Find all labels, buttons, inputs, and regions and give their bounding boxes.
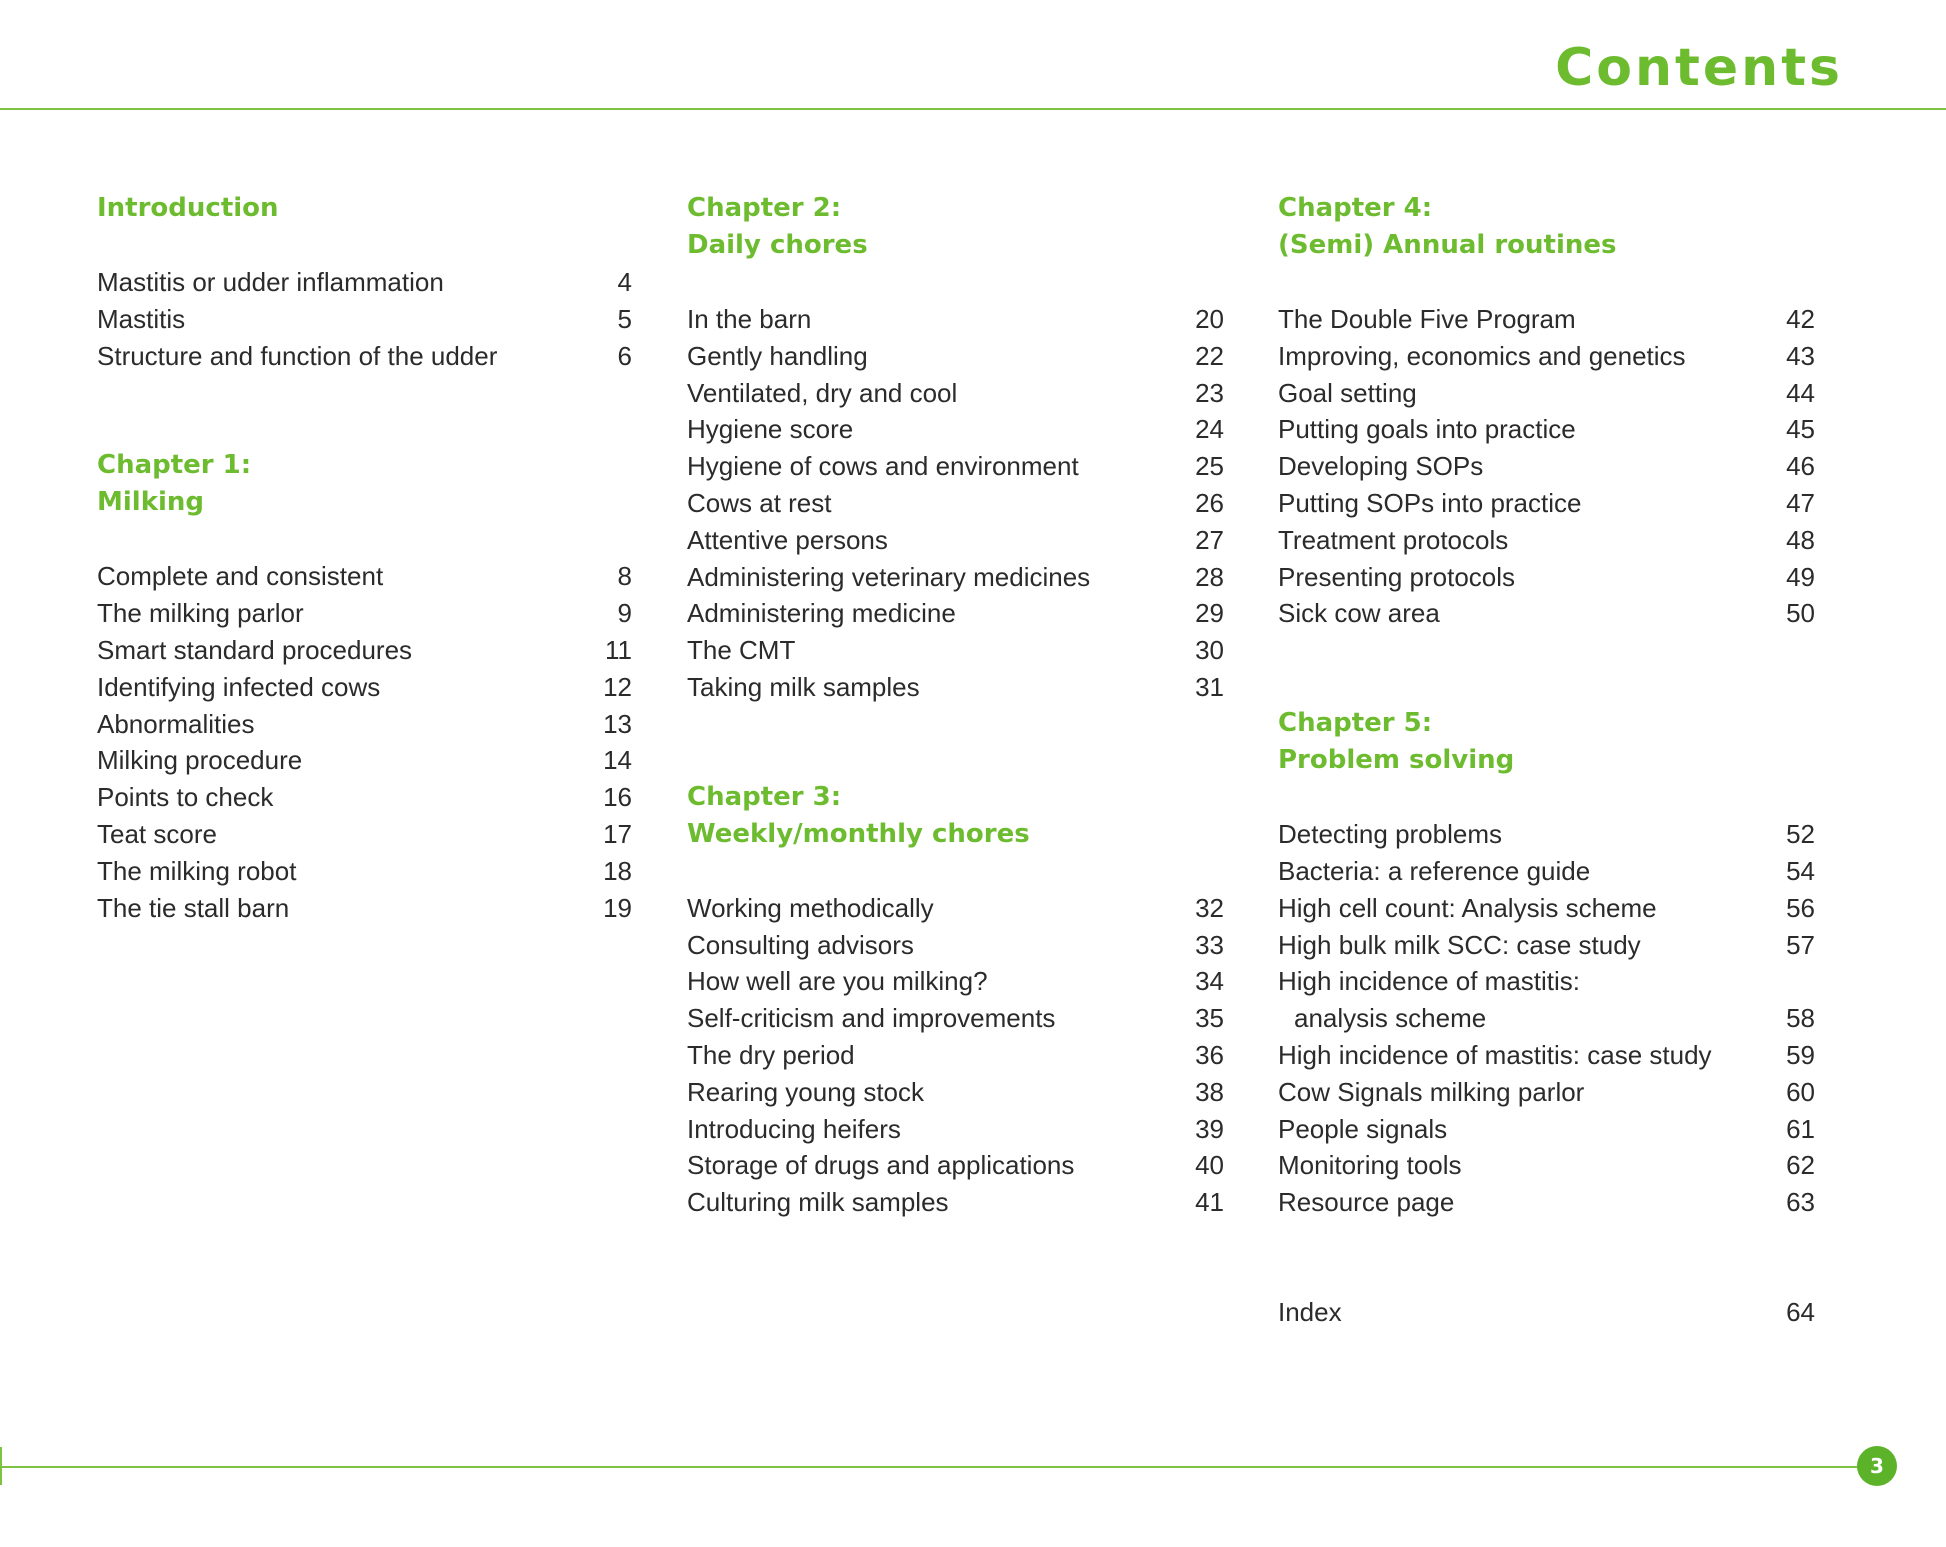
- section-heading-line: (Semi) Annual routines: [1278, 230, 1617, 260]
- toc-entry-label: Complete and consistent: [97, 561, 384, 592]
- contents-column-3: [1278, 190, 1815, 1331]
- toc-entry[interactable]: [1278, 1147, 1815, 1184]
- toc-entry-label: Putting SOPs into practice: [1278, 487, 1582, 518]
- toc-entry[interactable]: [1278, 448, 1815, 485]
- toc-entry-page: 16: [603, 782, 632, 813]
- toc-entry[interactable]: [1278, 559, 1815, 596]
- toc-entry-label: Sick cow area: [1278, 598, 1440, 629]
- toc-entry[interactable]: [687, 375, 1224, 412]
- toc-entry-page: 39: [1195, 1113, 1224, 1144]
- toc-entry-label: Abnormalities: [97, 708, 255, 739]
- toc-entry[interactable]: [1278, 522, 1815, 559]
- toc-entry-label: The milking parlor: [97, 598, 304, 629]
- toc-entry-page: 38: [1195, 1076, 1224, 1107]
- toc-entry-label: Presenting protocols: [1278, 561, 1516, 592]
- section-heading-line: Chapter 5:: [1278, 708, 1433, 739]
- toc-entry[interactable]: [1278, 485, 1815, 522]
- toc-entry[interactable]: [97, 706, 632, 743]
- toc-entry-page: 30: [1195, 635, 1224, 666]
- toc-entry[interactable]: [97, 632, 632, 669]
- toc-entry-page: 9: [617, 598, 632, 629]
- toc-entry-label: Mastitis or udder inflammation: [97, 267, 444, 297]
- toc-entry[interactable]: [687, 669, 1224, 706]
- toc-entry-label: In the barn: [687, 304, 812, 334]
- toc-entry-label: Index: [1278, 1296, 1342, 1327]
- section-heading-line: Problem solving: [1278, 745, 1515, 776]
- toc-entry-page: 47: [1786, 487, 1815, 518]
- toc-entry-label: Cows at rest: [687, 487, 832, 518]
- page-number-badge: 3: [1857, 1446, 1897, 1486]
- toc-entry[interactable]: [97, 779, 632, 816]
- toc-entry-label: Administering veterinary medicines: [687, 561, 1091, 592]
- toc-entry[interactable]: [687, 448, 1224, 485]
- section-heading: [97, 447, 632, 521]
- toc-entry[interactable]: [687, 890, 1224, 927]
- toc-entry[interactable]: [687, 1184, 1224, 1221]
- toc-entry-label: The milking robot: [97, 855, 297, 886]
- toc-entry[interactable]: [97, 301, 632, 338]
- toc-entry-label: Developing SOPs: [1278, 451, 1484, 482]
- toc-entry[interactable]: [1278, 1037, 1815, 1074]
- toc-entry-page: 6: [617, 340, 632, 371]
- toc-entry-page: 62: [1786, 1150, 1815, 1181]
- toc-entry[interactable]: [687, 301, 1224, 338]
- toc-entry[interactable]: [687, 338, 1224, 375]
- toc-entry-page: 63: [1786, 1187, 1815, 1218]
- toc-entry[interactable]: [687, 1000, 1224, 1037]
- toc-entry-label: The Double Five Program: [1278, 304, 1576, 334]
- toc-entry-page: 11: [605, 634, 632, 665]
- footer-rule: [0, 1466, 1866, 1468]
- section-heading-line: Weekly/monthly chores: [687, 818, 1030, 849]
- toc-entry-page: 5: [617, 303, 632, 334]
- toc-entry-page: [1775, 963, 1815, 1000]
- toc-entry-page: 25: [1195, 451, 1224, 482]
- toc-entry-label: Bacteria: a reference guide: [1278, 855, 1591, 886]
- toc-entry-page: 33: [1195, 929, 1224, 960]
- toc-entry-label: High cell count: Analysis scheme: [1278, 892, 1657, 923]
- section-heading-line: Chapter 3:: [687, 781, 842, 812]
- toc-entry[interactable]: [97, 338, 632, 375]
- toc-entry-label: Cow Signals milking parlor: [1278, 1076, 1585, 1107]
- toc-entry-page: 29: [1195, 598, 1224, 629]
- toc-entry-label: Consulting advisors: [687, 929, 914, 960]
- toc-entry-label: Identifying infected cows: [97, 671, 381, 702]
- toc-entry-page: 28: [1195, 561, 1224, 592]
- toc-entry[interactable]: [1278, 1111, 1815, 1148]
- toc-entry-list: [1278, 301, 1815, 632]
- toc-entry-page: 41: [1195, 1187, 1224, 1218]
- toc-entry[interactable]: [687, 485, 1224, 522]
- toc-entry-page: 35: [1195, 1003, 1224, 1034]
- toc-entry[interactable]: [1278, 1074, 1815, 1111]
- toc-entry[interactable]: [687, 1074, 1224, 1111]
- toc-entry[interactable]: [1278, 411, 1815, 448]
- toc-entry[interactable]: [1278, 963, 1815, 1000]
- toc-entry-page: 58: [1786, 1003, 1815, 1034]
- toc-entry-page: 18: [603, 855, 632, 886]
- toc-entry-index[interactable]: [1278, 1294, 1815, 1331]
- toc-entry-label: Rearing young stock: [687, 1076, 925, 1107]
- toc-entry-page: 23: [1195, 377, 1224, 408]
- toc-entry-page: 56: [1786, 892, 1815, 923]
- toc-entry[interactable]: [687, 1147, 1224, 1184]
- section-heading-line: Chapter 1:: [97, 450, 252, 481]
- contents-column-1: [97, 190, 632, 999]
- toc-entry-page: 52: [1786, 819, 1815, 850]
- toc-entry-label: Self-criticism and improvements: [687, 1003, 1056, 1034]
- toc-entry[interactable]: [687, 1037, 1224, 1074]
- toc-entry-page: 44: [1786, 377, 1815, 408]
- toc-entry-page: 43: [1786, 340, 1815, 371]
- toc-entry-label: Structure and function of the udder: [97, 340, 498, 371]
- page-title: Contents: [1555, 38, 1843, 98]
- toc-entry-label: Smart standard procedures: [97, 634, 413, 665]
- toc-entry-label: People signals: [1278, 1113, 1448, 1144]
- header-rule: [0, 108, 1946, 110]
- toc-entry[interactable]: [687, 559, 1224, 596]
- toc-entry-page: 32: [1195, 892, 1224, 923]
- toc-entry-page: 36: [1195, 1039, 1224, 1070]
- toc-entry[interactable]: [1278, 816, 1815, 853]
- toc-entry-page: 46: [1786, 451, 1815, 482]
- toc-entry[interactable]: [97, 742, 632, 779]
- toc-entry-label: Culturing milk samples: [687, 1187, 949, 1218]
- toc-entry-label: The CMT: [687, 635, 796, 666]
- toc-entry[interactable]: [1278, 338, 1815, 375]
- toc-entry-label: Administering medicine: [687, 598, 956, 629]
- section-heading-line: Introduction: [97, 193, 279, 223]
- section-heading-line: Chapter 2:: [687, 193, 842, 223]
- toc-entry[interactable]: [687, 1111, 1224, 1148]
- toc-entry-label: Milking procedure: [97, 745, 303, 776]
- toc-entry-label: Monitoring tools: [1278, 1150, 1462, 1181]
- contents-column-2: [687, 190, 1224, 1294]
- toc-entry-label: The dry period: [687, 1039, 855, 1070]
- toc-entry-list: [1278, 816, 1815, 1221]
- toc-entry-page: 26: [1195, 487, 1224, 518]
- toc-entry-label: Teat score: [97, 818, 217, 849]
- toc-entry-page: 45: [1786, 414, 1815, 445]
- toc-entry-page: 13: [603, 708, 632, 739]
- toc-entry[interactable]: [1278, 1184, 1815, 1221]
- toc-entry-list: [97, 558, 632, 926]
- toc-entry-page: 8: [617, 561, 632, 592]
- toc-entry-label: How well are you milking?: [687, 966, 988, 997]
- toc-entry-label: Hygiene of cows and environment: [687, 451, 1079, 482]
- toc-entry-page: 31: [1195, 671, 1224, 702]
- toc-entry-page: 64: [1786, 1296, 1815, 1327]
- toc-entry-page: 40: [1195, 1150, 1224, 1181]
- toc-entry-page: 57: [1786, 929, 1815, 960]
- toc-entry-page: 14: [603, 745, 632, 776]
- toc-entry-page: 24: [1195, 414, 1224, 445]
- toc-entry[interactable]: [1278, 890, 1815, 927]
- section-heading: [1278, 190, 1815, 264]
- section-heading: [97, 190, 632, 227]
- toc-entry-page: 4: [617, 267, 632, 297]
- toc-entry-page: 48: [1786, 524, 1815, 555]
- toc-entry[interactable]: [97, 890, 632, 927]
- toc-entry[interactable]: [687, 927, 1224, 964]
- toc-entry-label: Hygiene score: [687, 414, 854, 445]
- toc-entry-label: Working methodically: [687, 892, 934, 923]
- toc-entry[interactable]: [1278, 301, 1815, 338]
- toc-entry-page: 17: [603, 818, 632, 849]
- toc-entry-page: 49: [1786, 561, 1815, 592]
- section-heading: [687, 779, 1224, 853]
- section-heading: [1278, 705, 1815, 779]
- section-heading-line: Daily chores: [687, 230, 868, 260]
- toc-entry-page: 20: [1195, 304, 1224, 334]
- toc-entry[interactable]: [1278, 1000, 1815, 1037]
- toc-entry[interactable]: [687, 522, 1224, 559]
- toc-entry-list: [687, 890, 1224, 1221]
- toc-entry[interactable]: [1278, 927, 1815, 964]
- toc-entry[interactable]: [1278, 595, 1815, 632]
- toc-entry-list: [97, 264, 632, 374]
- toc-entry-page: 60: [1786, 1076, 1815, 1107]
- toc-entry-label: Storage of drugs and applications: [687, 1150, 1075, 1181]
- toc-entry-label: Points to check: [97, 782, 274, 813]
- section-heading: [687, 190, 1224, 264]
- toc-entry-page: 27: [1195, 524, 1224, 555]
- toc-entry-label: Mastitis: [97, 303, 186, 334]
- toc-entry-page: 19: [603, 892, 632, 923]
- toc-entry-label: Detecting problems: [1278, 819, 1502, 850]
- section-heading-line: Chapter 4:: [1278, 193, 1433, 223]
- toc-entry-label: Ventilated, dry and cool: [687, 377, 958, 408]
- toc-entry-label: Treatment protocols: [1278, 524, 1509, 555]
- toc-entry[interactable]: [97, 595, 632, 632]
- toc-entry-label: High incidence of mastitis: case study: [1278, 1039, 1712, 1070]
- toc-entry-label: Introducing heifers: [687, 1113, 901, 1144]
- toc-entry[interactable]: [1278, 853, 1815, 890]
- toc-entry-page: 50: [1786, 598, 1815, 629]
- toc-entry-page: 34: [1195, 966, 1224, 997]
- toc-entry-page: 61: [1786, 1113, 1815, 1144]
- toc-entry[interactable]: [97, 816, 632, 853]
- section-heading-line: Milking: [97, 487, 205, 518]
- toc-entry-page: 42: [1786, 304, 1815, 334]
- toc-entry[interactable]: [687, 632, 1224, 669]
- toc-entry-label: Resource page: [1278, 1187, 1455, 1218]
- toc-entry-page: 54: [1786, 855, 1815, 886]
- toc-entry[interactable]: [1278, 375, 1815, 412]
- toc-entry-label: Putting goals into practice: [1278, 414, 1576, 445]
- toc-entry-label: Goal setting: [1278, 377, 1417, 408]
- toc-entry-label: The tie stall barn: [97, 892, 290, 923]
- toc-entry[interactable]: [687, 963, 1224, 1000]
- toc-entry-list: [687, 301, 1224, 706]
- toc-entry[interactable]: [687, 595, 1224, 632]
- toc-entry-label: analysis scheme: [1294, 1003, 1487, 1034]
- toc-entry-page: 59: [1786, 1039, 1815, 1070]
- toc-entry-page: 12: [603, 671, 632, 702]
- toc-entry[interactable]: [97, 264, 632, 301]
- toc-entry[interactable]: [97, 669, 632, 706]
- toc-entry[interactable]: [687, 411, 1224, 448]
- toc-entry-page: 22: [1195, 340, 1224, 371]
- toc-entry[interactable]: [97, 853, 632, 890]
- toc-entry-label: Taking milk samples: [687, 671, 920, 702]
- toc-entry-label: Attentive persons: [687, 524, 888, 555]
- toc-entry-label: High bulk milk SCC: case study: [1278, 929, 1641, 960]
- toc-entry-label: Improving, economics and genetics: [1278, 340, 1686, 371]
- toc-entry-label: Gently handling: [687, 340, 868, 371]
- toc-entry[interactable]: [97, 558, 632, 595]
- toc-entry-label: High incidence of mastitis:: [1278, 966, 1581, 997]
